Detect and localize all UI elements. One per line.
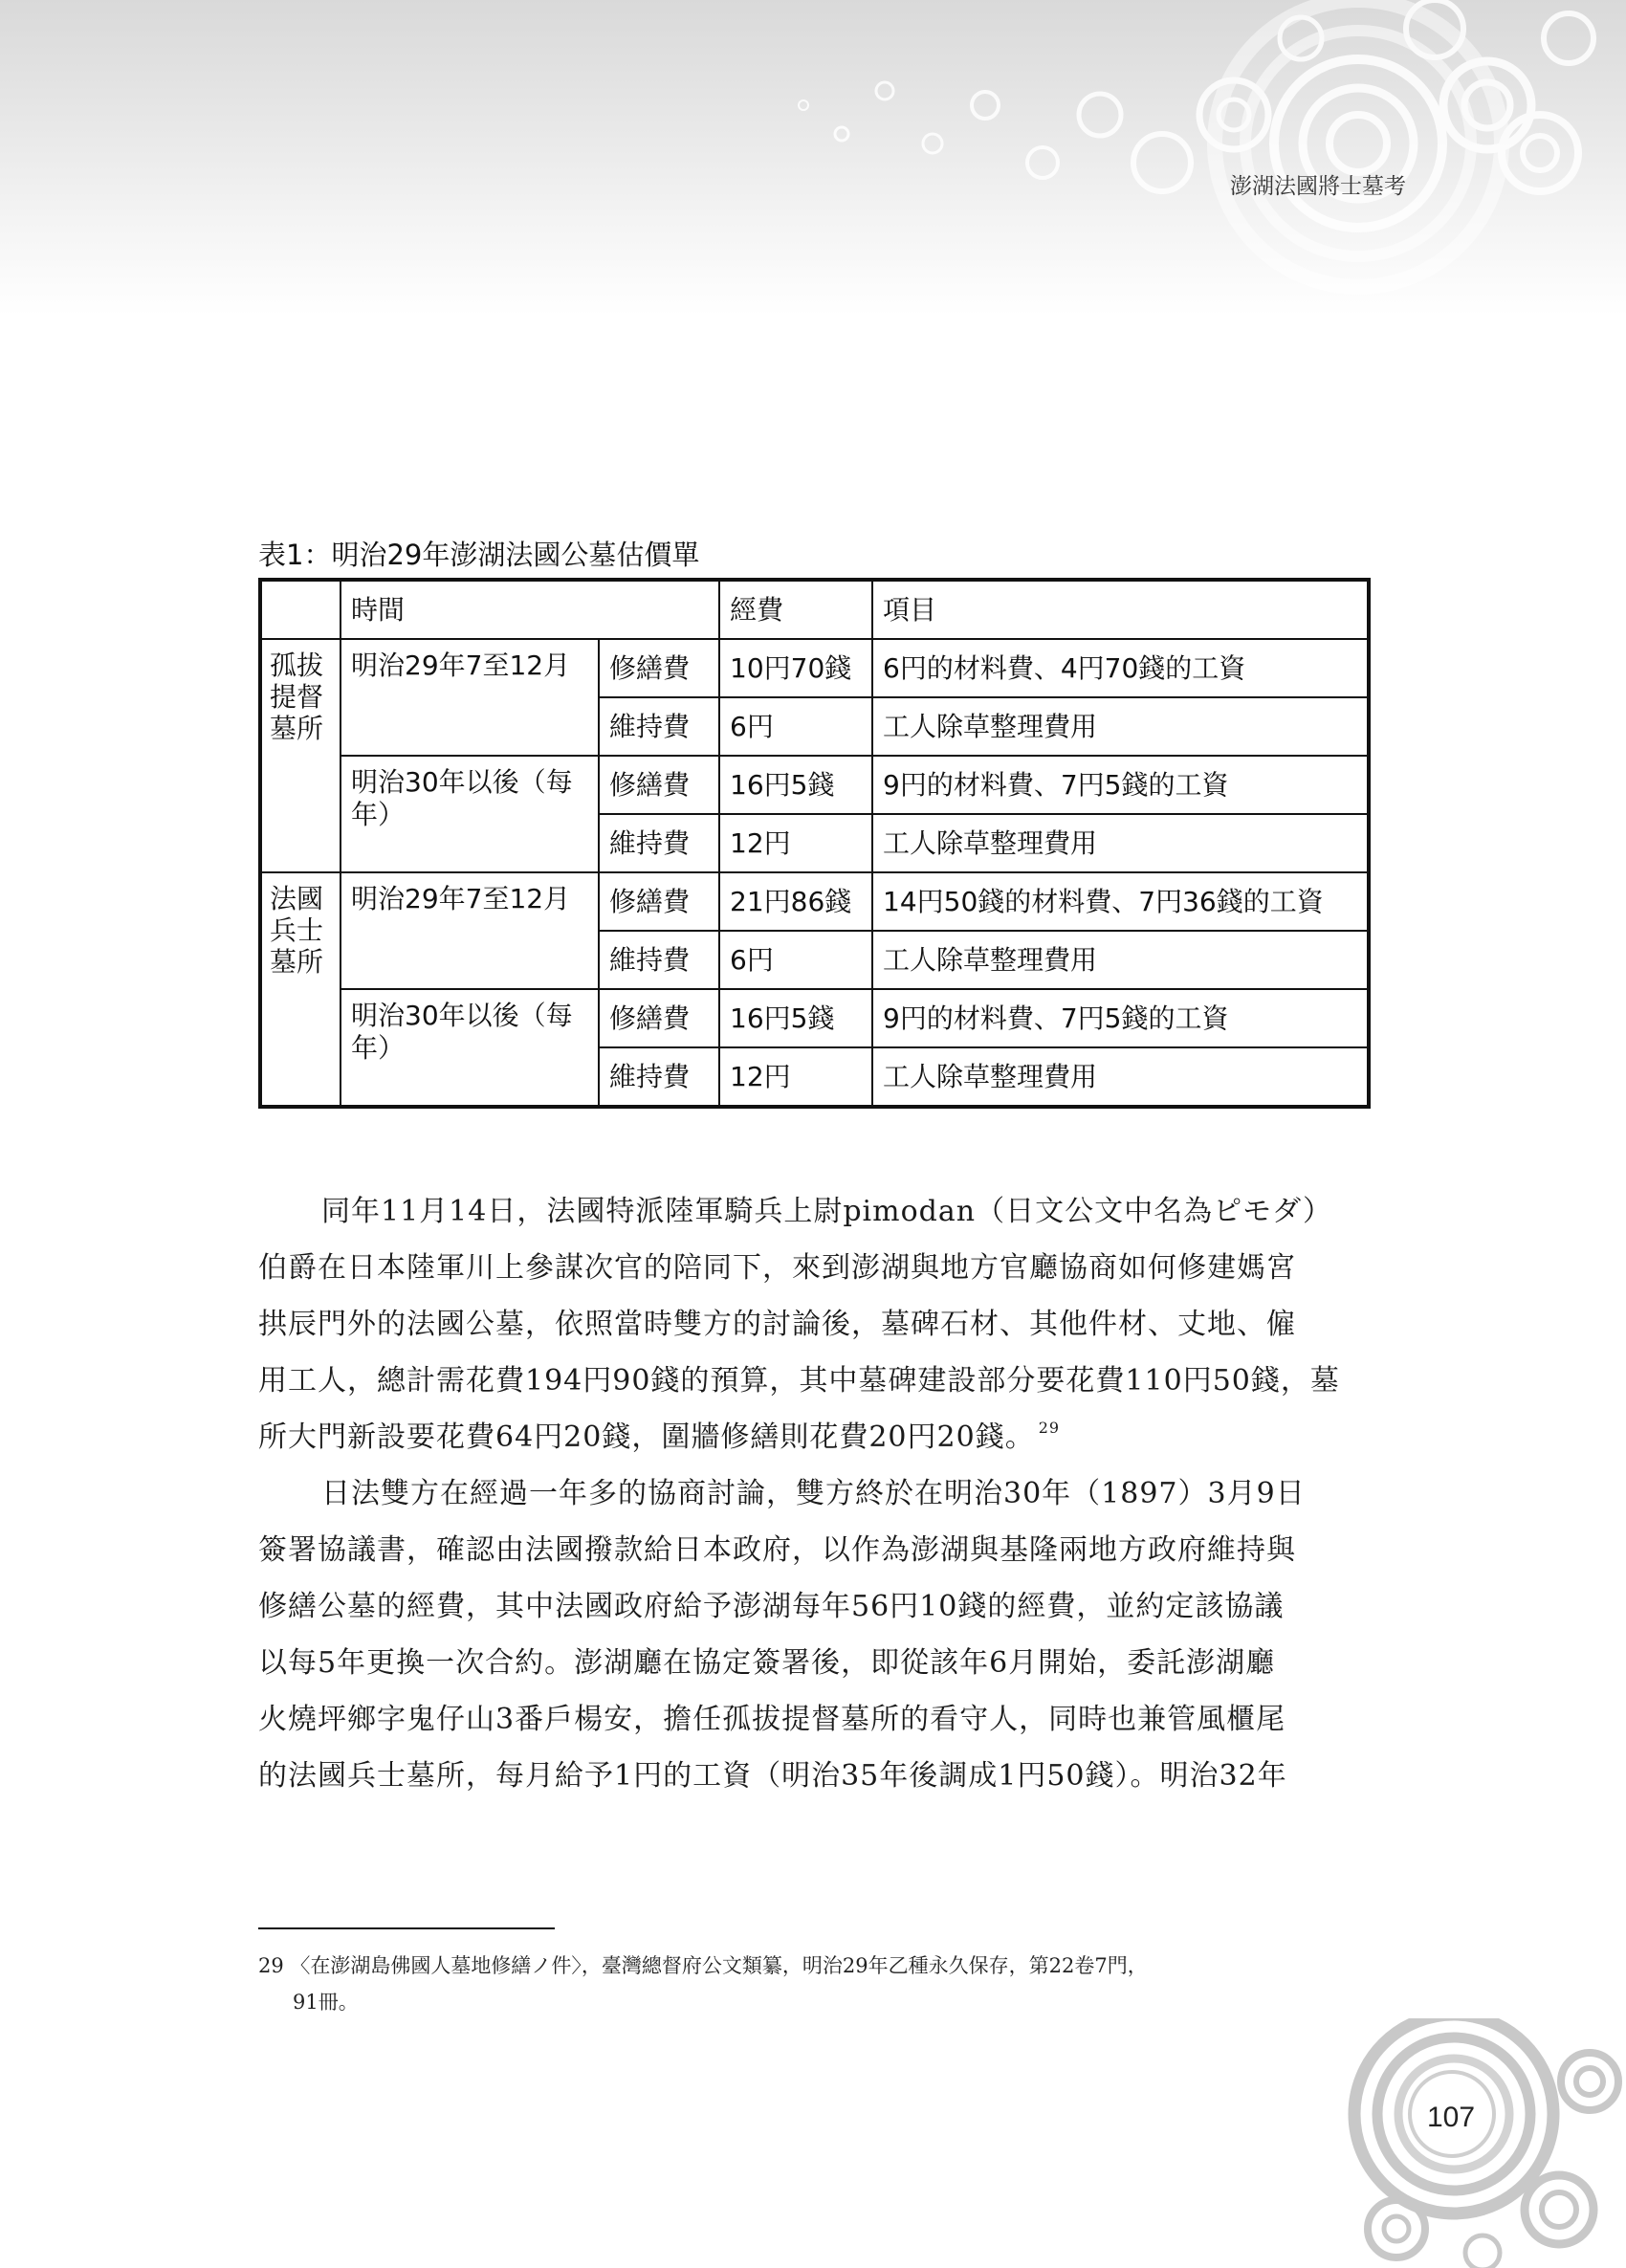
cost-cell: 16円5錢 <box>719 989 872 1047</box>
period-cell: 明治29年7至12月 <box>341 639 599 756</box>
item-cell: 9円的材料費、7円5錢的工資 <box>872 989 1369 1047</box>
item-cell: 14円50錢的材料費、7円36錢的工資 <box>872 872 1369 931</box>
type-cell: 維持費 <box>599 931 719 989</box>
text-line: 拱辰門外的法國公墓，依照當時雙方的討論後，墓碑石材、其他件材、丈地、僱 <box>258 1308 1296 1341</box>
item-cell: 工人除草整理費用 <box>872 1047 1369 1107</box>
cost-cell: 10円70錢 <box>719 639 872 697</box>
header-period: 時間 <box>341 580 719 639</box>
footnote-divider <box>258 1927 555 1929</box>
item-cell: 9円的材料費、7円5錢的工資 <box>872 756 1369 814</box>
running-head-title: 澎湖法國將士墓考 <box>1230 174 1406 199</box>
text-line: 所大門新設要花費64円20錢，圍牆修繕則花費20円20錢。 <box>258 1420 1035 1454</box>
text-line: 伯爵在日本陸軍川上參謀次官的陪同下，來到澎湖與地方官廳協商如何修建媽宮 <box>258 1251 1296 1285</box>
table-row <box>260 756 1369 814</box>
table-row <box>260 989 1369 1047</box>
table-row <box>260 639 1369 697</box>
text-line-with-footnote <box>258 1409 1371 1465</box>
footnote-reference[interactable]: 29 <box>1038 1419 1061 1437</box>
text-line: 簽署協議書，確認由法國撥款給日本政府，以作為澎湖與基隆兩地方政府維持與 <box>258 1533 1296 1567</box>
type-cell: 維持費 <box>599 1047 719 1107</box>
period-cell: 明治30年以後（每年） <box>341 989 599 1107</box>
body-paragraph-1 <box>258 1183 1371 1465</box>
period-cell: 明治29年7至12月 <box>341 872 599 989</box>
cost-cell: 6円 <box>719 931 872 989</box>
body-paragraph-2 <box>258 1465 1371 1804</box>
type-cell: 修繕費 <box>599 756 719 814</box>
text-line: 的法國兵士墓所，每月給予1円的工資（明治35年後調成1円50錢）。明治32年 <box>258 1759 1287 1793</box>
table-header-row <box>260 580 1369 639</box>
text-line: 以每5年更換一次合約。澎湖廳在協定簽署後，即從該年6月開始，委託澎湖廳 <box>258 1646 1276 1680</box>
place-cell: 孤拔提督墓所 <box>260 639 341 872</box>
type-cell: 修繕費 <box>599 989 719 1047</box>
cost-cell: 12円 <box>719 814 872 872</box>
page-number: 107 <box>1426 2102 1476 2133</box>
place-cell: 法國兵士墓所 <box>260 872 341 1107</box>
header-empty-cell <box>260 580 341 639</box>
cost-cell: 16円5錢 <box>719 756 872 814</box>
footer-circles-decoration <box>1339 2018 1626 2268</box>
footnote-text-continued: 91冊。 <box>293 1991 359 2014</box>
item-cell: 工人除草整理費用 <box>872 931 1369 989</box>
footnote <box>258 1948 1371 2020</box>
header-circles-decoration <box>0 0 1626 316</box>
footnote-number: 29 <box>258 1954 284 1977</box>
header-cost: 經費 <box>719 580 872 639</box>
text-line: 同年11月14日，法國特派陸軍騎兵上尉pimodan（日文公文中名為ピモダ） <box>321 1195 1332 1228</box>
cost-cell: 6円 <box>719 697 872 756</box>
type-cell: 修繕費 <box>599 872 719 931</box>
type-cell: 維持費 <box>599 697 719 756</box>
text-line: 日法雙方在經過一年多的協商討論，雙方終於在明治30年（1897）3月9日 <box>321 1477 1306 1510</box>
item-cell: 6円的材料費、4円70錢的工資 <box>872 639 1369 697</box>
period-cell: 明治30年以後（每年） <box>341 756 599 872</box>
footnote-text: 〈在澎湖島佛國人墓地修繕ノ件〉，臺灣總督府公文類纂，明治29年乙種永久保存，第22卷7門， <box>290 1954 1148 1977</box>
table-row <box>260 872 1369 931</box>
item-cell: 工人除草整理費用 <box>872 814 1369 872</box>
item-cell: 工人除草整理費用 <box>872 697 1369 756</box>
type-cell: 維持費 <box>599 814 719 872</box>
text-line: 修繕公墓的經費，其中法國政府給予澎湖每年56円10錢的經費，並約定該協議 <box>258 1590 1285 1623</box>
text-line: 用工人，總計需花費194円90錢的預算，其中墓碑建設部分要花費110円50錢，墓 <box>258 1364 1340 1398</box>
type-cell: 修繕費 <box>599 639 719 697</box>
table-caption: 表1：明治29年澎湖法國公墓估價單 <box>258 539 700 571</box>
header-item: 項目 <box>872 580 1369 639</box>
cost-estimate-table <box>258 578 1371 1109</box>
text-line: 火燒坪鄉字鬼仔山3番戶楊安，擔任孤拔提督墓所的看守人，同時也兼管風櫃尾 <box>258 1703 1286 1736</box>
cost-cell: 21円86錢 <box>719 872 872 931</box>
cost-cell: 12円 <box>719 1047 872 1107</box>
